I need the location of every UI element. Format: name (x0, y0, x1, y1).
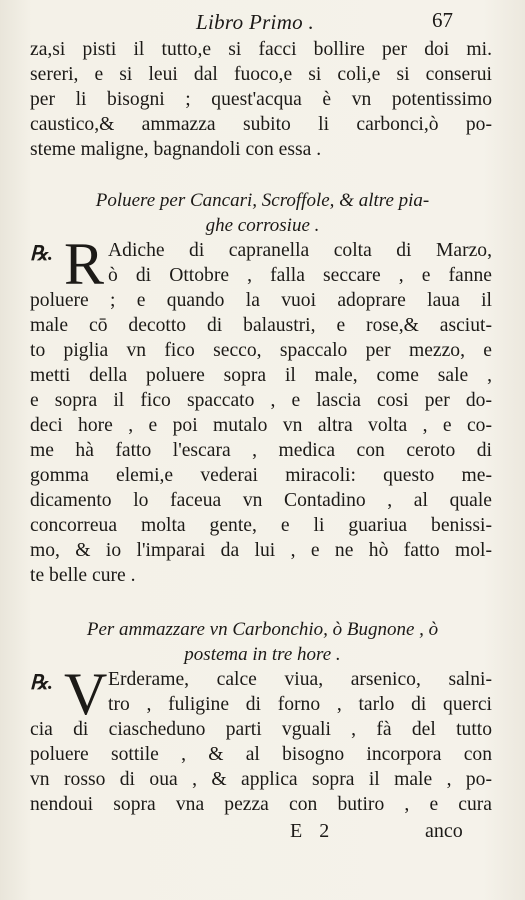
text-line: vn rosso di oua , & applica sopra il male , po- (30, 769, 492, 790)
drop-cap-initial: R (64, 231, 105, 297)
text-line: metti della poluere sopra il male, come sale , (30, 365, 492, 386)
text-line: nendoui sopra vna pezza con butiro , e cura (30, 794, 492, 815)
catchword: anco (425, 820, 463, 842)
page-header (0, 8, 525, 34)
page-number: 67 (432, 8, 453, 32)
text-line: sereri, e si leui dal fuoco,e si coli,e si conserui (30, 64, 492, 85)
text-line: caustico,& ammazza subito li carbonci,ò po- (30, 114, 492, 135)
text-line: me hà fatto l'escara , medica con ceroto di (30, 440, 492, 461)
text-line: cia di ciascheduno parti vguali , fà del tutto (30, 719, 492, 740)
recipe-symbol: ℞. (30, 243, 53, 265)
recipe-heading-line: ghe corrosiue . (205, 215, 320, 236)
text-line: per li bisogni ; quest'acqua è vn potentissimo (30, 89, 492, 110)
text-line: gomma elemi,e vederai miracoli: questo me- (30, 465, 492, 486)
text-line: concorreua molta gente, e li guariua benissi- (30, 515, 492, 536)
text-line: dicamento lo faceua vn Contadino , al quale (30, 490, 492, 511)
recipe-heading-line: Poluere per Cancari, Scroffole, & altre pia- (95, 190, 430, 211)
page-footer (0, 818, 525, 846)
signature-mark: E 2 (290, 820, 336, 842)
recipe-symbol: ℞. (30, 672, 53, 694)
text-line: Erderame, calce viua, arsenico, salni- (108, 669, 492, 690)
text-line: te belle cure . (30, 565, 136, 586)
text-line: mo, & io l'imparai da lui , e ne hò fatto mol- (30, 540, 492, 561)
text-line: Adiche di capranella colta di Marzo, (108, 240, 492, 261)
text-line: za,si pisti il tutto,e si facci bollire per doi mi. (30, 39, 492, 60)
text-line: male cō decotto di balaustri, e rose,& asciut- (30, 315, 492, 336)
recipe-heading-line: Per ammazzare vn Carbonchio, ò Bugnone , ò (86, 619, 439, 640)
text-line: poluere ; e quando la vuoi adoprare laua il (30, 290, 492, 311)
text-line: tro , fuligine di forno , tarlo di querci (108, 694, 492, 715)
recipe-heading-line: postema in tre hore . (184, 644, 341, 665)
drop-cap-initial: V (64, 661, 108, 727)
running-head: Libro Primo . (196, 10, 315, 34)
text-line: poluere sottile , & al bisogno incorpora con (30, 744, 492, 765)
text-line: e sopra il fico spaccato , e lascia cosi per do- (30, 390, 492, 411)
text-line: ò di Ottobre , falla seccare , e fanne (108, 265, 492, 286)
text-line: steme maligne, bagnandoli con essa . (30, 139, 322, 160)
text-line: to piglia vn fico secco, spaccalo per mezzo, e (30, 340, 492, 361)
text-line: deci hore , e poi mutalo vn altra volta , e co- (30, 415, 492, 436)
